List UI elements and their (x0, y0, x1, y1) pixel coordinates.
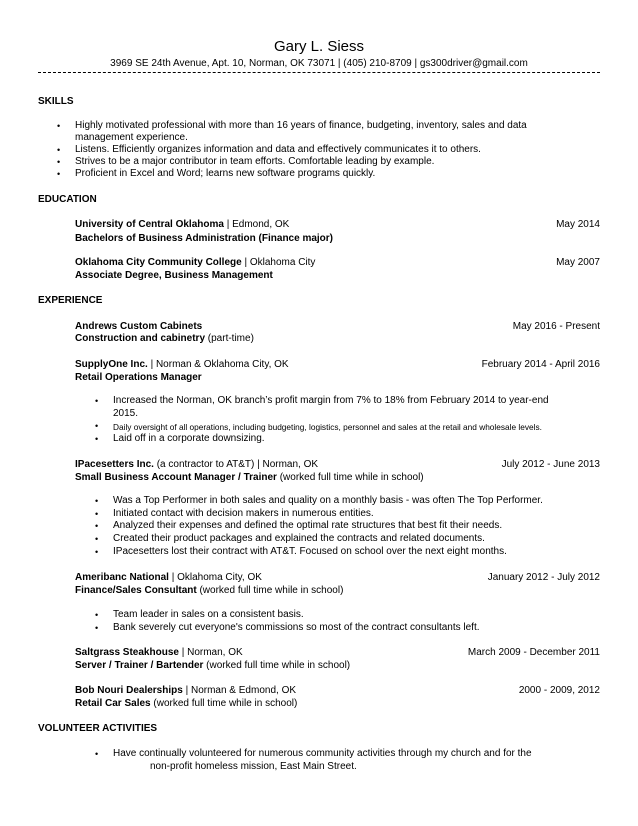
job-date: March 2009 - December 2011 (467, 647, 600, 658)
school-name: Oklahoma City Community College (75, 257, 242, 268)
job-note: (worked full time while in school) (196, 585, 344, 596)
bullet-icon: • (95, 534, 99, 544)
bullet-icon: • (95, 547, 99, 557)
skill-item: Proficient in Excel and Word; learns new software programs quickly. (75, 168, 376, 179)
header-divider (38, 72, 600, 73)
job-date: January 2012 - July 2012 (487, 572, 600, 583)
job-bullet: Initiated contact with decision makers in numerous entities. (113, 508, 374, 519)
job-bullet: Created their product packages and explained the contracts and related documents. (113, 533, 485, 544)
company-location: | Oklahoma City, OK (168, 572, 262, 583)
job-note: (worked full time while in school) (203, 660, 351, 671)
company-name: SupplyOne Inc. (75, 359, 148, 370)
job-title-line (75, 333, 254, 345)
bullet-icon: • (95, 509, 99, 519)
company-name: Bob Nouri Dealerships (75, 685, 183, 696)
resume-name: Gary L. Siess (273, 38, 365, 55)
job-title-line (75, 660, 350, 672)
job-title: Small Business Account Manager / Trainer (75, 472, 277, 483)
school-line (75, 257, 315, 269)
bullet-icon: • (57, 121, 61, 131)
company-name: IPacesetters Inc. (75, 459, 154, 470)
skill-item: Listens. Efficiently organizes information and data and effectively communicates it to others. (75, 144, 481, 155)
job-title: Construction and cabinetry (75, 333, 206, 344)
job-title: Retail Operations Manager (75, 372, 202, 383)
job-bullet: Laid off in a corporate downsizing. (113, 433, 265, 444)
job-bullet: Increased the Norman, OK branch’s profit margin from 7% to 18% from February 2014 to year-end (113, 395, 549, 406)
job-title: Retail Car Sales (75, 698, 151, 709)
job-bullet: IPacesetters lost their contract with AT&T. Focused on school over the next eight months. (113, 546, 507, 557)
job-title: Server / Trainer / Bartender (75, 660, 204, 671)
school-name: University of Central Oklahoma (75, 219, 224, 230)
skills-heading: SKILLS (38, 96, 74, 107)
job-bullet: Bank severely cut everyone's commissions so most of the contract consultants left. (113, 622, 480, 633)
job-bullet: Daily oversight of all operations, including budgeting, logistics, personnel and sales at the retail and wholesale levels. (113, 422, 542, 432)
company-location: | Norman, OK (178, 647, 243, 658)
school-line (75, 219, 289, 231)
job-bullet-cont: 2015. (113, 408, 139, 419)
skill-item-cont: management experience. (75, 132, 188, 143)
bullet-icon: • (57, 169, 61, 179)
job-title: Finance/Sales Consultant (75, 585, 197, 596)
job-note: (worked full time while in school) (276, 472, 424, 483)
volunteer-item-cont: non-profit homeless mission, East Main Street. (150, 761, 357, 772)
bullet-icon: • (95, 623, 99, 633)
job-bullet: Was a Top Performer in both sales and quality on a monthly basis - was often The Top Performer. (113, 495, 543, 506)
bullet-icon: • (95, 396, 99, 406)
school-location: | Oklahoma City (241, 257, 316, 268)
job-title-line (75, 472, 424, 484)
school-date: May 2007 (556, 257, 600, 268)
school-date: May 2014 (556, 219, 600, 230)
degree: Associate Degree, Business Management (75, 270, 273, 281)
job-date: 2000 - 2009, 2012 (518, 685, 600, 696)
bullet-icon: • (95, 521, 99, 531)
contact-line: 3969 SE 24th Avenue, Apt. 10, Norman, OK 73071 | (405) 210-8709 | gs300driver@gmail.com (110, 58, 528, 69)
company-name: Ameribanc National (75, 572, 169, 583)
volunteer-item: Have continually volunteered for numerous community activities through my church and for the (113, 748, 532, 759)
bullet-icon: • (95, 496, 99, 506)
bullet-icon: • (57, 145, 61, 155)
company-location: | Norman & Oklahoma City, OK (147, 359, 289, 370)
job-line (75, 572, 262, 584)
company-name: Andrews Custom Cabinets (75, 321, 203, 332)
job-line (75, 647, 243, 659)
company-location: (a contractor to AT&T) | Norman, OK (153, 459, 319, 470)
job-bullet: Team leader in sales on a consistent basis. (113, 609, 304, 620)
job-note: (worked full time while in school) (150, 698, 298, 709)
skill-item: Strives to be a major contributor in team efforts. Comfortable leading by example. (75, 156, 435, 167)
bullet-icon: • (95, 434, 99, 444)
job-date: July 2012 - June 2013 (501, 459, 600, 470)
job-date: February 2014 - April 2016 (481, 359, 600, 370)
degree: Bachelors of Business Administration (Finance major) (75, 233, 334, 244)
job-bullet: Analyzed their expenses and defined the optimal rate structures that best fit their needs. (113, 520, 503, 531)
job-date: May 2016 - Present (512, 321, 600, 332)
company-location: | Norman & Edmond, OK (182, 685, 297, 696)
company-name: Saltgrass Steakhouse (75, 647, 179, 658)
experience-heading: EXPERIENCE (38, 295, 103, 306)
job-line (75, 321, 202, 333)
bullet-icon: • (95, 610, 99, 620)
job-line (75, 359, 289, 371)
job-line (75, 459, 318, 471)
bullet-icon: • (95, 421, 99, 431)
school-location: | Edmond, OK (223, 219, 290, 230)
job-note: (part-time) (205, 333, 254, 344)
bullet-icon: • (95, 749, 99, 759)
job-line (75, 685, 296, 697)
education-heading: EDUCATION (38, 194, 97, 205)
bullet-icon: • (57, 157, 61, 167)
volunteer-heading: VOLUNTEER ACTIVITIES (38, 723, 158, 734)
job-title-line (75, 698, 297, 710)
job-title-line (75, 585, 343, 597)
skill-item: Highly motivated professional with more than 16 years of finance, budgeting, inventory, sales and data (75, 120, 527, 131)
